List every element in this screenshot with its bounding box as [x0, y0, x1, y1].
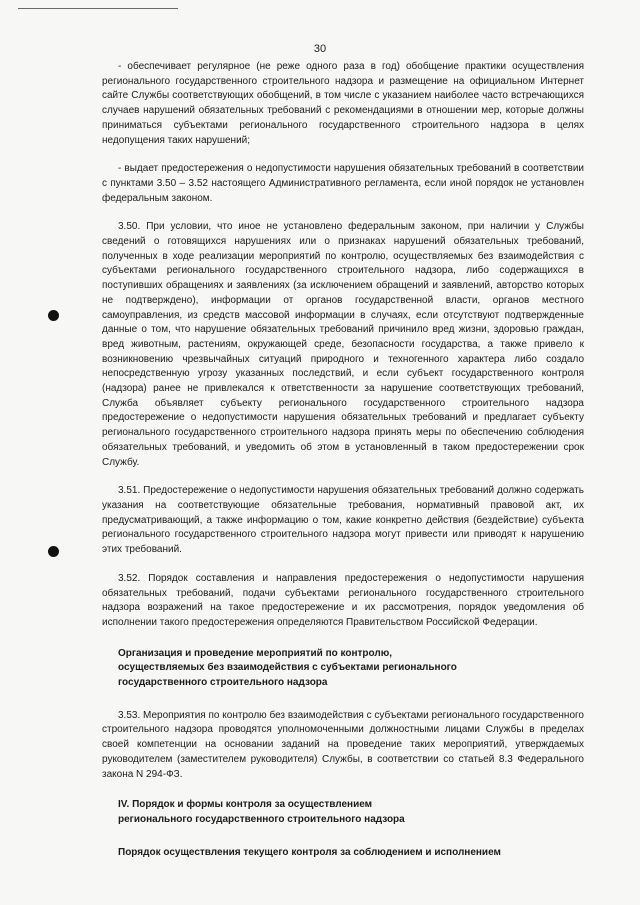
paragraph-general-practice: - обеспечивает регулярное (не реже одного раза в год) обобщение практики осуществления регионального государственного строительного надзора и размещение на официальном Интернет сайте Службы соответствующих обобщений, в том числе с указанием наиболее часто встречающихся случаев нарушений обязательных требований с рекомендациями в отношении мер, которые должны приниматься субъектами регионального государственного строительного надзора в целях недопущения таких нарушений; [102, 61, 584, 146]
paragraph-3-50: 3.50. При условии, что иное не установлено федеральным законом, при наличии у Службы сведений о готовящихся нарушениях или о признаках нарушений обязательных требований, полученных в ходе реализации мероприятий по контролю, осуществляемых без взаимодействия с субъектами регионального государственного строительного надзора, либо содержащихся в поступивших обращениях и заявлениях (за исключением обращений и заявлений, авторство которых не подтверждено), информации от органов государственной власти, органов местного самоуправления, из средств массовой информации в случаях, если отсутствуют подтвержденные данные о том, что нарушение обязательных требований причинило вред жизни, здоровью граждан, вред животным, растениям, окружающей среде, безопасности государства, а также привело к возникновению чрезвычайных ситуаций природного и техногенного характера либо создало непосредственную угрозу указанных последствий, и если субъект государственного контроля (надзора) ранее не привлекался к ответственности за нарушение соответствующих требований, Служба объявляет субъекту регионального государственного строительного надзора предостережение о недопустимости нарушения обязательных требований и предлагает субъекту регионального государственного строительного надзора принять меры по обеспечению соблюдения обязательных требований, и уведомить об этом в установленный в таком предостережении срок Службу. [102, 221, 584, 468]
heading-line: Организация и проведение мероприятий по контролю, [118, 647, 393, 659]
paragraph-3-53: 3.53. Мероприятия по контролю без взаимодействия с субъектами регионального государственного строительного надзора проводятся уполномоченными должностными лицами Службы в пределах своей компетенции на основании заданий на проведение таких мероприятий, утверждаемых руководителем (заместителем руководителя) Службы, в соответствии со статьей 8.3 Федерального закона N 294-ФЗ. [102, 709, 584, 780]
heading-line: регионального государственного строительного надзора [118, 813, 405, 825]
paragraph-3-51: 3.51. Предостережение о недопустимости нарушения обязательных требований должно содержать указания на соответствующие обязательные требования, нормативный правовой акт, их предусматривающий, а также информацию о том, какие конкретно действия (бездействие) субъекта регионального государственного строительного надзора могут привести или приводят к нарушению этих требований. [102, 485, 584, 556]
section-heading-iv [102, 798, 584, 827]
paragraph-3-52: 3.52. Порядок составления и направления предостережения о недопустимости нарушения обязательных требований, подачи субъектами регионального государственного строительного надзора возражений на такое предостережение и их рассмотрения, порядок уведомления об исполнении такого предостережения определяются Правительством Российской Федерации. [102, 572, 584, 628]
scan-top-line [18, 8, 178, 9]
section-heading-control-measures [102, 647, 584, 691]
heading-line: IV. Порядок и формы контроля за осуществлением [118, 799, 373, 811]
subsection-heading-current-control: Порядок осуществления текущего контроля за соблюдением и исполнением [118, 846, 501, 858]
heading-line: осуществляемых без взаимодействия с субъектами регионального [118, 662, 457, 674]
heading-line: государственного строительного надзора [118, 677, 328, 689]
document-body [102, 60, 584, 860]
punch-hole-bottom [48, 546, 59, 557]
punch-hole-top [48, 310, 59, 321]
page-number: 30 [313, 43, 327, 55]
paragraph-warnings: - выдает предостережения о недопустимости нарушения обязательных требований в соответствии с пунктами 3.50 – 3.52 настоящего Административного регламента, если иной порядок не установлен федеральным законом. [102, 163, 584, 204]
